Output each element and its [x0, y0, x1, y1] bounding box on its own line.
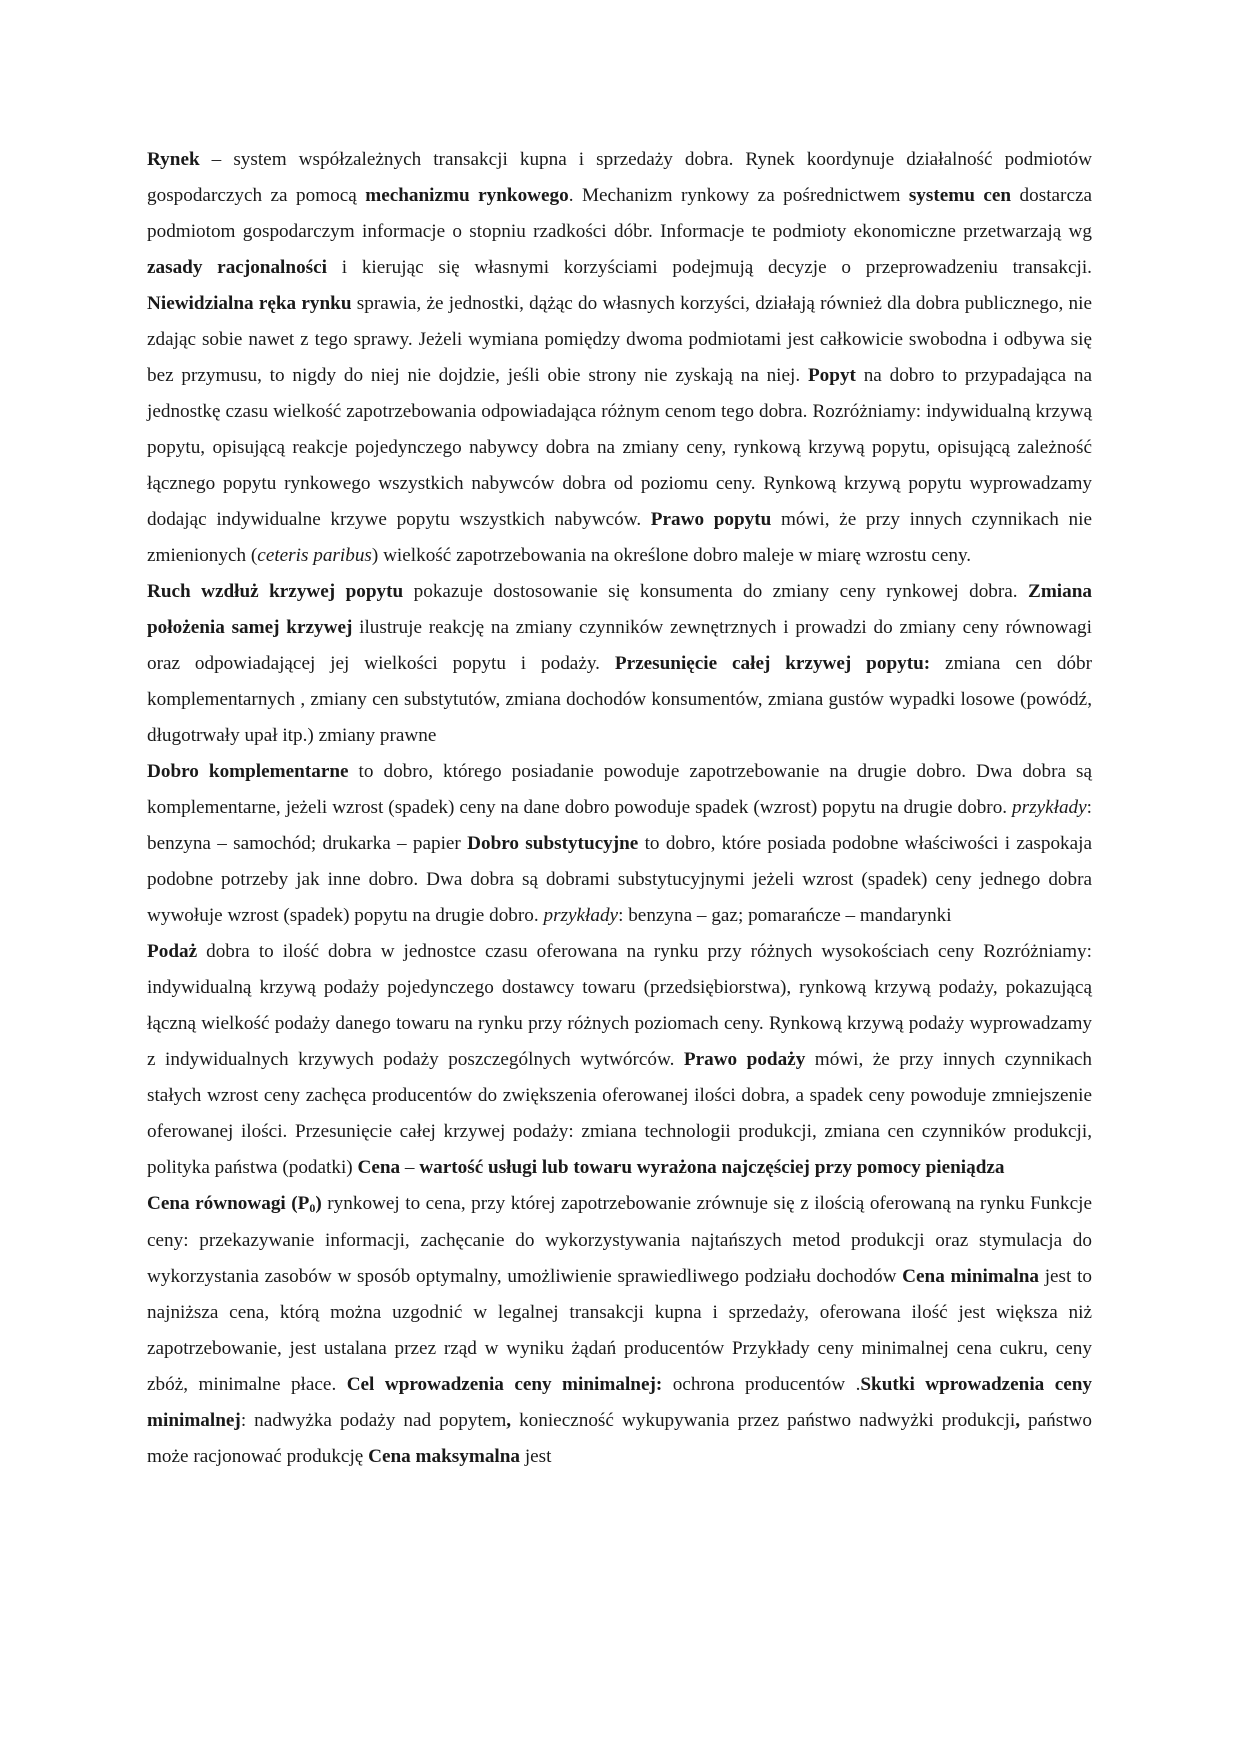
bold-term: wartość usługi lub towaru wyrażona najczęściej przy pomocy pieniądza — [419, 1157, 1005, 1178]
text-run: to dobro, które posiada podobne właściwości i zaspokaja podobne potrzeby jak inne dobro. Dwa dobra są dobrami substytucyjnymi jeżeli wzrost (spadek) ceny jednego dobra wywołuje wzrost (spadek) popytu na drugie dobro. — [147, 833, 1092, 926]
bold-term: 0 — [309, 1201, 316, 1215]
text-run: pokazuje dostosowanie się konsumenta do zmiany ceny rynkowej dobra. — [403, 581, 1029, 602]
bold-term: , — [506, 1410, 512, 1431]
paragraph — [147, 754, 1092, 934]
text-run: : nadwyżka podaży nad popytem — [240, 1410, 507, 1431]
text-run: : benzyna – gaz; pomarańcze – mandarynki — [618, 905, 952, 926]
text-run: ochrona producentów . — [662, 1374, 861, 1395]
bold-term: Dobro komplementarne — [147, 761, 349, 782]
bold-term: Dobro substytucyjne — [467, 833, 639, 854]
bold-term: Prawo popytu — [650, 509, 772, 530]
text-run: to dobro, którego posiadanie powoduje zapotrzebowanie na drugie dobro. Dwa dobra są komplementarne, jeżeli wzrost (spadek) ceny na dane dobro powoduje spadek (wzrost) popytu na drugie dobro. — [147, 761, 1093, 818]
text-run: mówi, że przy innych czynnikach nie zmienionych ( — [147, 509, 1092, 566]
bold-term: ) — [315, 1193, 322, 1214]
text-run: jest — [520, 1446, 552, 1467]
bold-term: systemu cen — [908, 185, 1012, 206]
bold-term: Zmiana położenia samej krzywej — [147, 581, 1092, 638]
text-run: – system współzależnych transakcji kupna i sprzedaży dobra. Rynek koordynuje działalność podmiotów gospodarczych za pomocą — [147, 149, 1092, 206]
italic-term: ceteris paribus — [257, 545, 372, 566]
text-run: zmiana cen dóbr komplementarnych , zmiany cen substytutów, zmiana dochodów konsumentów, zmiana gustów wypadki losowe (powódź, długotrwały upał itp.) zmiany prawne — [147, 653, 1092, 746]
text-run: dobra to ilość dobra w jednostce czasu oferowana na rynku przy różnych wysokościach ceny Rozróżniamy: indywidualną krzywą podaży pojedynczego dostawcy towaru (przedsiębiorstwa), rynkową krzywą podaży, pokazującą łączną wielkość podaży danego towaru na rynku przy różnych poziomach ceny. Rynkową krzywą podaży wyprowadzamy z indywidualnych krzywych podaży poszczególnych wytwórców. — [147, 941, 1092, 1070]
text-run: konieczność wykupywania przez państwo nadwyżki produkcji — [511, 1410, 1016, 1431]
text-run: jest to najniższa cena, którą można uzgodnić w legalnej transakcji kupna i sprzedaży, oferowana ilość jest większa niż zapotrzebowanie, jest ustalana przez rząd w wyniku żądań producentów Przykłady ceny minimalnej cena cukru, ceny zbóż, minimalne płace. — [147, 1266, 1092, 1395]
bold-term: Podaż — [147, 941, 198, 962]
italic-term: przykłady — [543, 905, 619, 926]
bold-term: Ruch wzdłuż krzywej popytu — [147, 581, 404, 602]
paragraph — [147, 142, 1092, 574]
document-page — [147, 142, 1092, 1475]
paragraph — [147, 574, 1092, 754]
text-run: . Mechanizm rynkowy za pośrednictwem — [568, 185, 909, 206]
text-run: na dobro to przypadająca na jednostkę czasu wielkość zapotrzebowania odpowiadająca różnym cenom tego dobra. Rozróżniamy: indywidualną krzywą popytu, opisującą reakcje pojedynczego nabywcy dobra na zmiany ceny, rynkową krzywą popytu, opisującą zależność łącznego popytu rynkowego wszystkich nabywców dobra od poziomu ceny. Rynkową krzywą popytu wyprowadzamy dodając indywidualne krzywe popytu wszystkich nabywców. — [147, 365, 1092, 530]
text-run: dostarcza podmiotom gospodarczym informacje o stopniu rzadkości dóbr. Informacje te podmioty ekonomiczne przetwarzają wg — [147, 185, 1092, 242]
bold-term: Niewidzialna ręka rynku — [147, 293, 352, 314]
bold-term: Cena — [357, 1157, 401, 1178]
text-run: ) wielkość zapotrzebowania na określone dobro maleje w miarę wzrostu ceny. — [371, 545, 972, 566]
text-run: i kierując się własnymi korzyściami podejmują decyzje o przeprowadzeniu transakcji. — [326, 257, 1092, 278]
text-run: : benzyna – samochód; drukarka – papier — [147, 797, 1092, 854]
bold-term: zasady racjonalności — [147, 257, 327, 278]
italic-term: przykłady — [1012, 797, 1087, 818]
bold-term: Skutki wprowadzenia ceny minimalnej — [147, 1374, 1093, 1431]
bold-term: Cena równowagi (P — [147, 1193, 310, 1214]
text-run: rynkowej to cena, przy której zapotrzebowanie zrównuje się z ilością oferowaną na rynku Funkcje ceny: przekazywanie informacji, zachęcanie do wykorzystywania najtańszych metod produkcji oraz stymulacja do wykorzystania zasobów w sposób optymalny, umożliwienie sprawiedliwego podziału dochodów — [147, 1193, 1092, 1287]
bold-term: Popyt — [807, 365, 856, 386]
bold-term: Cena minimalna — [902, 1266, 1039, 1287]
bold-term: Przesunięcie całej krzywej popytu: — [614, 653, 931, 674]
bold-term: Prawo podaży — [683, 1049, 806, 1070]
text-run: mówi, że przy innych czynnikach stałych wzrost ceny zachęca producentów do zwiększenia oferowanej ilości dobra, a spadek ceny powoduje zmniejszenie oferowanej ilości. Przesunięcie całej krzywej podaży: zmiana technologii produkcji, zmiana cen czynników produkcji, polityka państwa (podatki) — [147, 1049, 1092, 1178]
text-run: państwo może racjonować produkcję — [147, 1410, 1092, 1467]
bold-term: Rynek — [147, 149, 200, 170]
text-run: sprawia, że jednostki, dążąc do własnych korzyści, działają również dla dobra publicznego, nie zdając sobie nawet z tego sprawy. Jeżeli wymiana pomiędzy dwoma podmiotami jest całkowicie swobodna i odbywa się bez przymusu, to nigdy do niej nie dojdzie, jeśli obie strony nie zyskają na niej. — [147, 293, 1092, 386]
text-run: – — [400, 1157, 420, 1178]
bold-term: mechanizmu rynkowego — [365, 185, 569, 206]
bold-term: Cena maksymalna — [368, 1446, 521, 1467]
text-run: ilustruje reakcję na zmiany czynników zewnętrznych i prowadzi do zmiany ceny równowagi oraz odpowiadającej jej wielkości popytu i podaży. — [147, 617, 1092, 674]
paragraph — [147, 934, 1092, 1186]
bold-term: Cel wprowadzenia ceny minimalnej: — [346, 1374, 663, 1395]
bold-term: , — [1015, 1410, 1021, 1431]
paragraph — [147, 1186, 1092, 1475]
